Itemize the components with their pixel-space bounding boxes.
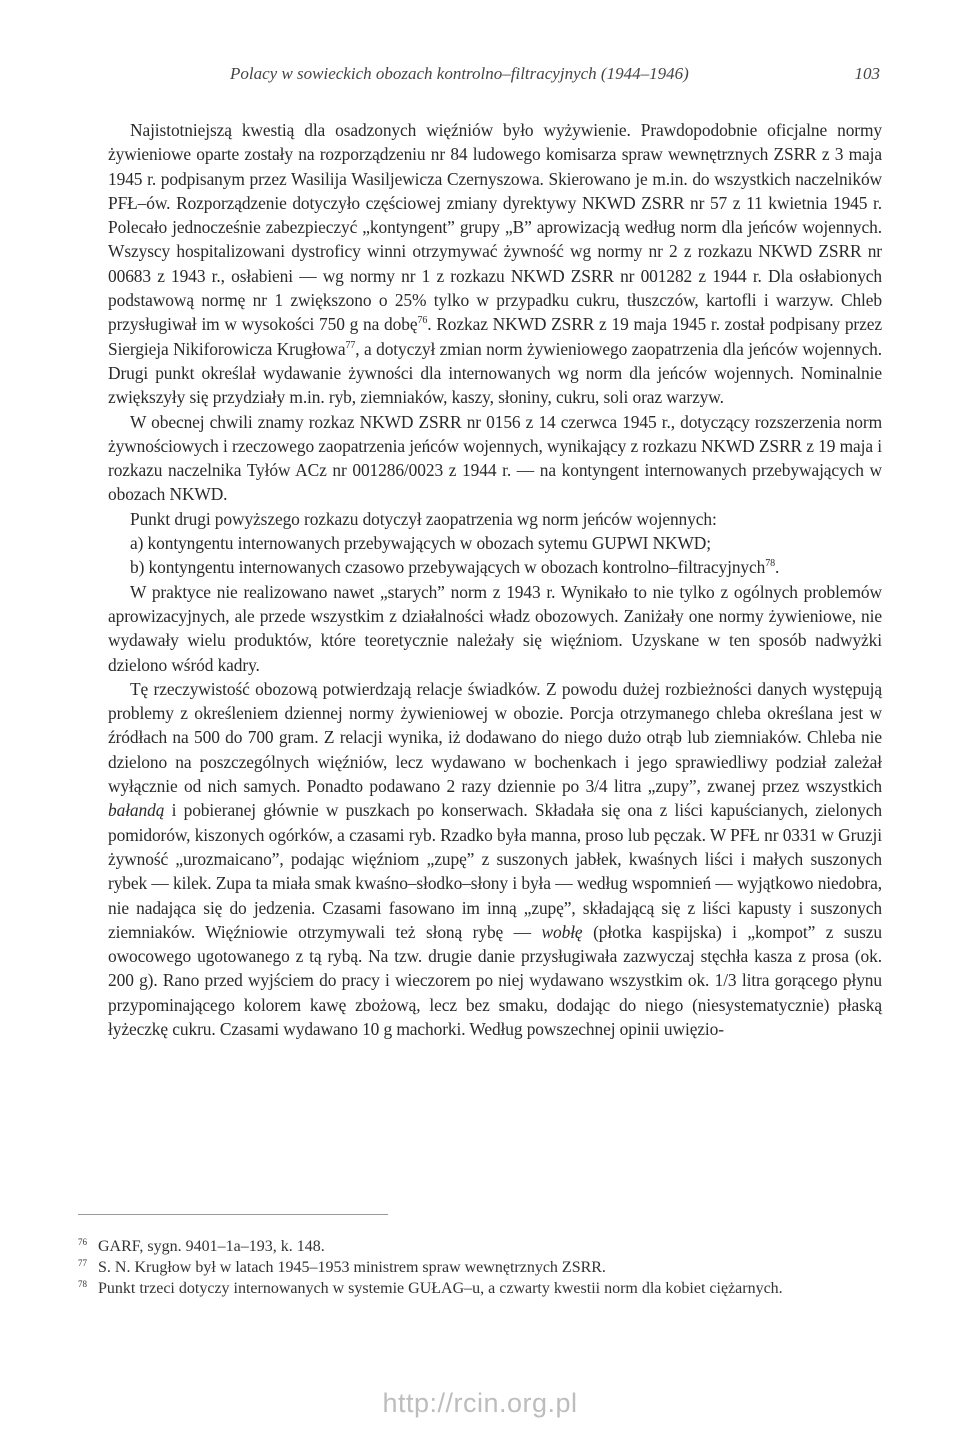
footnote-text: Punkt trzeci dotyczy internowanych w systemie GUŁAG–u, a czwarty kwestii norm dla kobiet ciężarnych. (98, 1280, 783, 1297)
paragraph-5 (108, 677, 882, 1041)
footnote-ref-78[interactable]: 78 (765, 558, 776, 570)
paragraph-1-text: Najistotniejszą kwestią dla osadzonych więźniów było wyżywienie. Prawdopodobnie oficjalne normy żywieniowe oparte zostały na rozporządzeniu nr 84 ludowego komisarza spraw wewnętrznych ZSRR z 3 maja 1945 r. podpisanym przez Wasilija Wasiljewicza Czernyszowa. Skierowano je m.in. do wszystkich naczelników PFŁ–ów. Rozporządzenie dotyczyło częściowej zmiany dyrektywy NKWD ZSRR nr 57 z 11 kwietnia 1945 r. Polecało jednocześnie zabezpieczyć „kontyngent” grupy „B” aprowizacją według norm dla jeńców wojennych. Wszyscy hospitalizowani dystroficy winni otrzymywać żywność wg normy nr 2 z rozkazu NKWD ZSRR nr 00683 z 1943 r., osłabieni — wg normy nr 1 z rozkazu NKWD ZSRR nr 001282 z 1944 r. Dla osłabionych podstawową normę nr 1 zwiększono o 25% tylko w przypadku cukru, tłuszczów, kartofli i warzyw. Chleb przysługiwał im w wysokości 750 g na dobę (108, 120, 882, 335)
paragraph-4: W praktyce nie realizowano nawet „starych” norm z 1943 r. Wynikało to nie tylko z ogólnych problemów aprowizacyjnych, ale przede wszystkim z działalności władz obozowych. Zaniżały one normy żywieniowe, nie wydawały wielu produktów, które teoretycznie należały się więźniom. Uzyskane w ten sposób nadwyżki dzielono wśród kadry. (108, 581, 882, 675)
footnote-78 (78, 1278, 882, 1299)
footnote-mark: 76 (78, 1237, 87, 1247)
footnote-mark: 78 (78, 1279, 87, 1289)
paragraph-5-text-b: i pobieranej głównie w puszkach po konserwach. Składała się ona z liści kapuścianych, zielonych pomidorów, kiszonych ogórków, a czasami ryb. Rzadko była manna, proso lub pęczak. W PFŁ nr 0331 w Gruzji żywność „urozmaicano”, podając więźniom „zupę” z suszonych jabłek, kwaśnych liści i małych suszonych rybek — kilek. Zupa ta miała smak kwaśno–słodko–słony i była — według wspomnień — wyjątkowo niedobra, nie nadająca się do jedzenia. Czasami fasowano im inną „zupę”, składającą się z liści kapusty i suszonych ziemniaków. Więźniowie otrzymywali też słoną rybę — (108, 800, 882, 942)
running-title: Polacy w sowieckich obozach kontrolno–filtracyjnych (1944–1946) (230, 64, 689, 83)
footnote-separator (78, 1214, 388, 1215)
footnote-ref-76[interactable]: 76 (417, 315, 428, 327)
footnote-77 (78, 1257, 882, 1278)
footnote-76 (78, 1236, 882, 1257)
footnote-mark: 77 (78, 1258, 87, 1268)
paragraph-1-text-b: . Rozkaz NKWD ZSRR z 19 maja 1945 r. został podpisany przez Siergieja Nikiforowicza Krugłowa (108, 314, 882, 359)
list-item-b (108, 555, 882, 579)
list-item-b-end: . (775, 557, 780, 578)
paragraph-3: Punkt drugi powyższego rozkazu dotyczył zaopatrzenia wg norm jeńców wojennych: (130, 508, 717, 529)
page-number: 103 (854, 64, 880, 83)
footnotes (78, 1236, 882, 1299)
term-balanda: bałandą (108, 800, 165, 821)
list-item-b-text: b) kontyngentu internowanych czasowo przebywających w obozach kontrolno–filtracyjnych (130, 557, 766, 578)
paragraph-5-text-c: (płotka kaspijska) i „kompot” z suszu owocowego ugotowanego z tą rybą. Na tzw. drugie danie przysługiwała zazwyczaj stęchła kasza z prosa (ok. 200 g). Rano przed wyjściem do pracy i wieczorem po niej wydawano wszystkim ok. 1/3 litra gorącego płynu przypominającego kolorem kawę zbożową, lecz bez smaku, dodając do niego (niesystematycznie) płaską łyżeczkę cukru. Czasami wydawano 10 g machorki. Według powszechnej opinii uwięzio- (108, 921, 882, 1039)
paragraph-2: W obecnej chwili znamy rozkaz NKWD ZSRR nr 0156 z 14 czerwca 1945 r., dotyczący rozszerzenia norm żywnościowych i rzeczowego zaopatrzenia jeńców wojennych, wynikający z rozkazu NKWD ZSRR z 19 maja i rozkazu naczelnika Tyłów ACz nr 001286/0023 z 1944 r. — na kontyngent internowanych przebywających w obozach NKWD. (108, 411, 882, 505)
paragraph-5-text-a: Tę rzeczywistość obozową potwierdzają relacje świadków. Z powodu dużej rozbieżności danych występują problemy z określeniem dziennej normy żywieniowej w obozie. Porcja otrzymanego chleba określana jest w źródłach na 500 do 700 gram. Z relacji wynika, iż dodawano do niego dużo otrąb lub ziemniaków. Chleba nie dzielono na poszczególnych więźniów, lecz wydawano w bochenkach i jego sprawiedliwy podział zależał wyłącznie od nich samych. Ponadto podawano 2 razy dziennie po 3/4 litra „zupy”, zwanej przez wszystkich (108, 678, 882, 797)
footnote-text: GARF, sygn. 9401–1a–193, k. 148. (98, 1238, 325, 1255)
term-wobla: wobłę (541, 921, 583, 942)
list-item-a: a) kontyngentu internowanych przebywających w obozach sytemu GUPWI NKWD; (130, 533, 711, 554)
main-text (108, 118, 882, 1041)
paragraph-1 (108, 118, 882, 410)
footnote-text: S. N. Krugłow był w latach 1945–1953 ministrem spraw wewnętrznych ZSRR. (98, 1259, 606, 1276)
footnote-ref-77[interactable]: 77 (345, 339, 356, 351)
paragraph-1-text-c: , a dotyczył zmian norm żywieniowego zaopatrzenia dla jeńców wojennych. Drugi punkt określał wydawanie żywności dla internowanych wg norm dla jeńców wojennych. Nominalnie zwiększyły się przydziały m.in. ryb, ziemniaków, kaszy, słoniny, cukru, soli oraz warzyw. (108, 338, 882, 408)
source-url[interactable]: http://rcin.org.pl (382, 1388, 578, 1418)
